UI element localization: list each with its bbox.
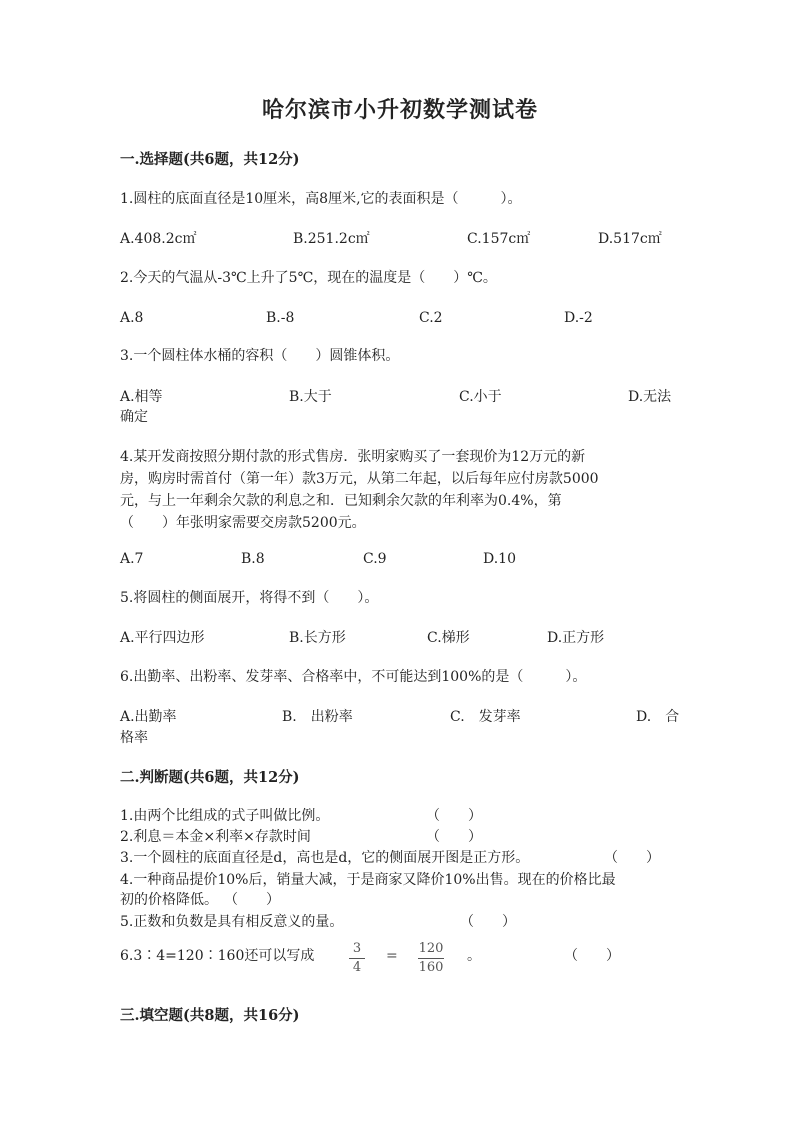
option: C.梯形 — [427, 630, 470, 646]
question-stem: 元，与上一年剩余欠款的利息之和．已知剩余欠款的年利率为0.4%，第 — [120, 493, 562, 509]
option: C.小于 — [459, 389, 502, 405]
question-stem: 2.今天的气温从-3℃上升了5℃，现在的温度是（ ）℃。 — [120, 270, 497, 286]
answer-blank: （ ） — [426, 829, 482, 845]
option: D. 合 — [636, 709, 680, 725]
page-title: 哈尔滨市小升初数学测试卷 — [261, 97, 538, 123]
section-heading-choice: 一.选择题(共6题，共12分) — [120, 151, 300, 168]
option: A.相等 — [120, 389, 163, 405]
judge-item: 5.正数和负数是具有相反意义的量。 — [120, 914, 344, 930]
option: D.10 — [483, 551, 516, 567]
option: D.无法 — [628, 389, 672, 405]
judge-item: 6.3∶4=120∶160还可以写成 — [120, 948, 315, 964]
option: B.8 — [241, 551, 265, 567]
option: C.157c㎡ — [467, 231, 531, 247]
judge-item: 3.一个圆柱的底面直径是d，高也是d，它的侧面展开图是正方形。 — [120, 850, 530, 866]
fraction-120-160 — [418, 941, 444, 976]
fraction-3-4 — [349, 941, 365, 976]
fraction-numerator: 3 — [352, 941, 362, 956]
question-stem: 1.圆柱的底面直径是10厘米，高8厘米,它的表面积是（ ）。 — [120, 191, 522, 207]
fraction-bar — [418, 958, 444, 959]
fraction-denominator: 160 — [418, 960, 444, 975]
fraction-numerator: 120 — [418, 941, 444, 956]
question-stem: 4.某开发商按照分期付款的形式售房．张明家购买了一套现价为12万元的新 — [120, 449, 586, 465]
answer-blank: （ ） — [564, 948, 620, 964]
question-stem: 房，购房时需首付（第一年）款3万元，从第二年起，以后每年应付房款5000 — [120, 471, 599, 487]
option: C. 发芽率 — [450, 709, 521, 725]
option: A.408.2c㎡ — [120, 231, 197, 247]
option: B.长方形 — [289, 630, 346, 646]
question-stem: 3.一个圆柱体水桶的容积（ ）圆锥体积。 — [120, 348, 400, 364]
option: C.9 — [363, 551, 387, 567]
answer-blank: （ ） — [604, 850, 660, 866]
section-heading-judge: 二.判断题(共6题，共12分) — [120, 769, 300, 786]
question-stem: 6.出勤率、出粉率、发芽率、合格率中，不可能达到100%的是（ ）。 — [120, 669, 587, 685]
option: D.-2 — [564, 310, 593, 326]
option: A.8 — [120, 310, 144, 326]
option-wrap: 确定 — [120, 409, 148, 425]
judge-item-cont: 初的价格降低。 — [120, 892, 218, 908]
option: B.大于 — [289, 389, 332, 405]
judge-item: 2.利息＝本金×利率×存款时间 — [120, 829, 311, 845]
option: D.正方形 — [547, 630, 605, 646]
question-stem: 5.将圆柱的侧面展开，将得不到（ ）。 — [120, 590, 379, 606]
judge-item-tail: 。 — [467, 948, 481, 964]
answer-blank: （ ） — [426, 808, 482, 824]
option: A.7 — [120, 551, 144, 567]
option: B.-8 — [266, 310, 295, 326]
fraction-denominator: 4 — [352, 960, 362, 975]
option: B. 出粉率 — [282, 709, 353, 725]
option: A.平行四边形 — [120, 630, 205, 646]
equals-sign: = — [386, 948, 398, 964]
fraction-bar — [349, 958, 365, 959]
section-heading-fill: 三.填空题(共8题，共16分) — [120, 1007, 300, 1024]
answer-blank: （ ） — [460, 914, 516, 930]
answer-blank: （ ） — [224, 892, 280, 908]
option: B.251.2c㎡ — [293, 231, 370, 247]
option: A.出勤率 — [120, 709, 177, 725]
option-wrap: 格率 — [120, 730, 148, 746]
question-stem: （ ）年张明家需要交房款5200元。 — [120, 515, 366, 531]
option: D.517c㎡ — [598, 231, 662, 247]
option: C.2 — [419, 310, 443, 326]
judge-item: 1.由两个比组成的式子叫做比例。 — [120, 808, 330, 824]
judge-item: 4.一种商品提价10%后，销量大减，于是商家又降价10%出售。现在的价格比最 — [120, 872, 616, 888]
